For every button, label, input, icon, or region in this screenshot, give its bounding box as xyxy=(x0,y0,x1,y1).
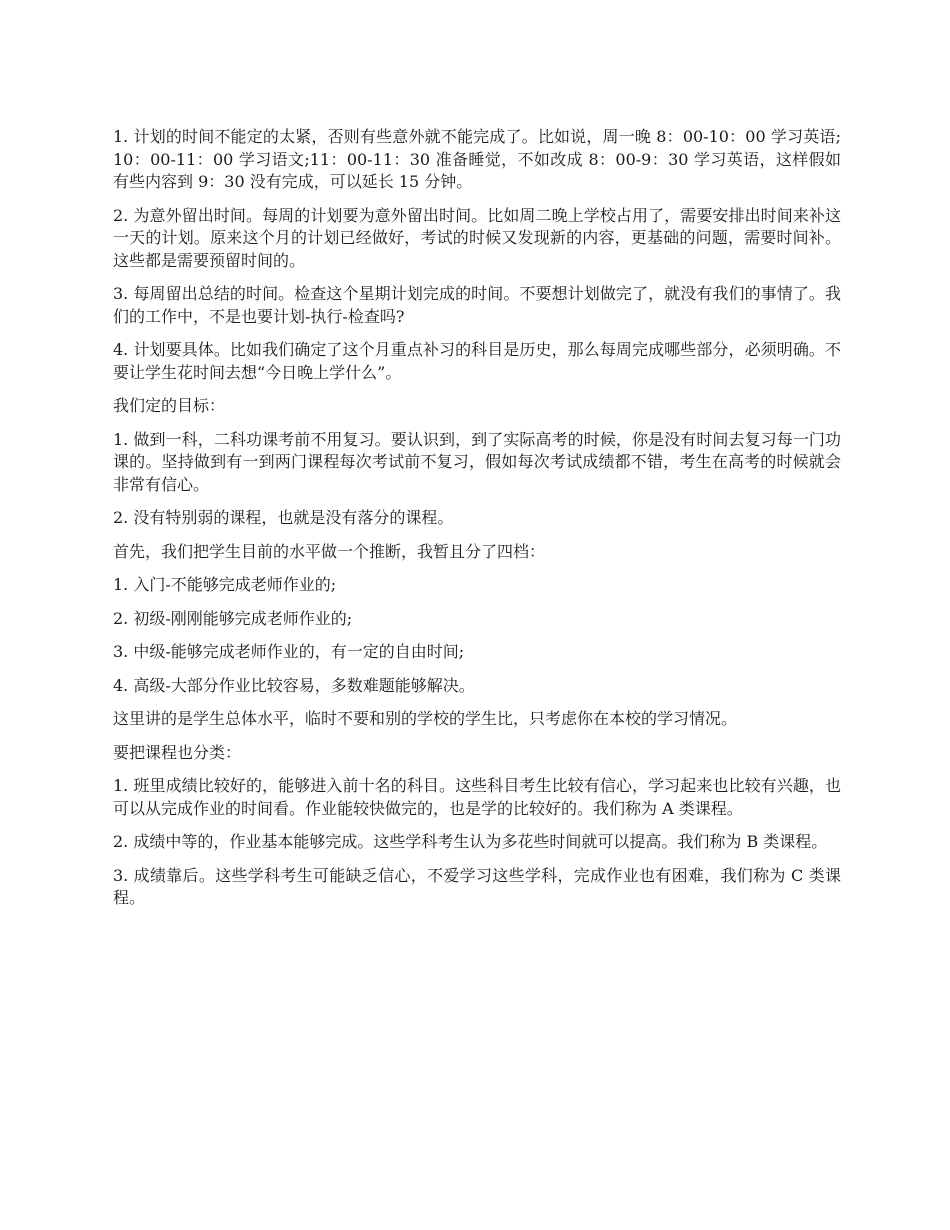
paragraph-level-1: 1. 入门-不能够完成老师作业的; xyxy=(113,575,337,594)
paragraph-goal-1: 1. 做到一科，二科功课考前不用复习。要认识到，到了实际高考的时候，你是没有时间去复习每一门功课的。坚持做到有一到两门课程每次考试前不复习，假如每次考试成绩都不错，考生在高考的时候就会非常有信心。 xyxy=(113,429,841,494)
paragraph-course-a: 1. 班里成绩比较好的，能够进入前十名的科目。这些科目考生比较有信心，学习起来也比较有兴趣，也可以从完成作业的时间看。作业能较快做完的，也是学的比较好的。我们称为 A 类课程。 xyxy=(113,776,841,818)
paragraph-level-4: 4. 高级-大部分作业比较容易，多数难题能够解决。 xyxy=(113,675,475,695)
paragraph-course-categories-heading: 要把课程也分类： xyxy=(113,742,242,762)
paragraph-goals-heading: 我们定的目标： xyxy=(113,396,226,415)
paragraph-goal-2: 2. 没有特别弱的课程，也就是没有落分的课程。 xyxy=(113,508,454,527)
paragraph-weekly-review: 3. 每周留出总结的时间。检查这个星期计划完成的时间。不要想计划做完了，就没有我们的事情了。我们的工作中，不是也要计划-执行-检查吗? xyxy=(113,284,841,326)
paragraph-level-2: 2. 初级-刚刚能够完成老师作业的; xyxy=(113,608,353,628)
document-body xyxy=(113,126,841,921)
paragraph-specific-plan: 4. 计划要具体。比如我们确定了这个月重点补习的科目是历史，那么每周完成哪些部分，必须明确。不要让学生花时间去想“今日晚上学什么”。 xyxy=(113,340,841,382)
paragraph-level-3: 3. 中级-能够完成老师作业的，有一定的自由时间; xyxy=(113,642,465,661)
paragraph-levels-intro: 首先，我们把学生目前的水平做一个推断，我暂且分了四档： xyxy=(113,541,546,561)
paragraph-overall-level-note: 这里讲的是学生总体水平，临时不要和别的学校的学生比，只考虑你在本校的学习情况。 xyxy=(113,709,738,728)
paragraph-plan-not-too-tight: 1. 计划的时间不能定的太紧，否则有些意外就不能完成了。比如说，周一晚 8：00-10：00 学习英语;10：00-11：00 学习语文;11：00-11：30 准备睡觉，不如改成 8：00-9：30 学习英语，这样假如有些内容到 9：30 没有完成，可以延长 15 分钟。 xyxy=(113,127,841,191)
paragraph-reserve-time: 2. 为意外留出时间。每周的计划要为意外留出时间。比如周二晚上学校占用了，需要安排出时间来补这一天的计划。原来这个月的计划已经做好，考试的时候又发现新的内容，更基础的问题，需要时间补。这些都是需要预留时间的。 xyxy=(113,205,841,270)
paragraph-course-b: 2. 成绩中等的，作业基本能够完成。这些学科考生认为多花些时间就可以提高。我们称为 B 类课程。 xyxy=(113,832,828,851)
paragraph-course-c: 3. 成绩靠后。这些学科考生可能缺乏信心，不爱学习这些学科，完成作业也有困难，我们称为 C 类课程。 xyxy=(113,865,841,907)
